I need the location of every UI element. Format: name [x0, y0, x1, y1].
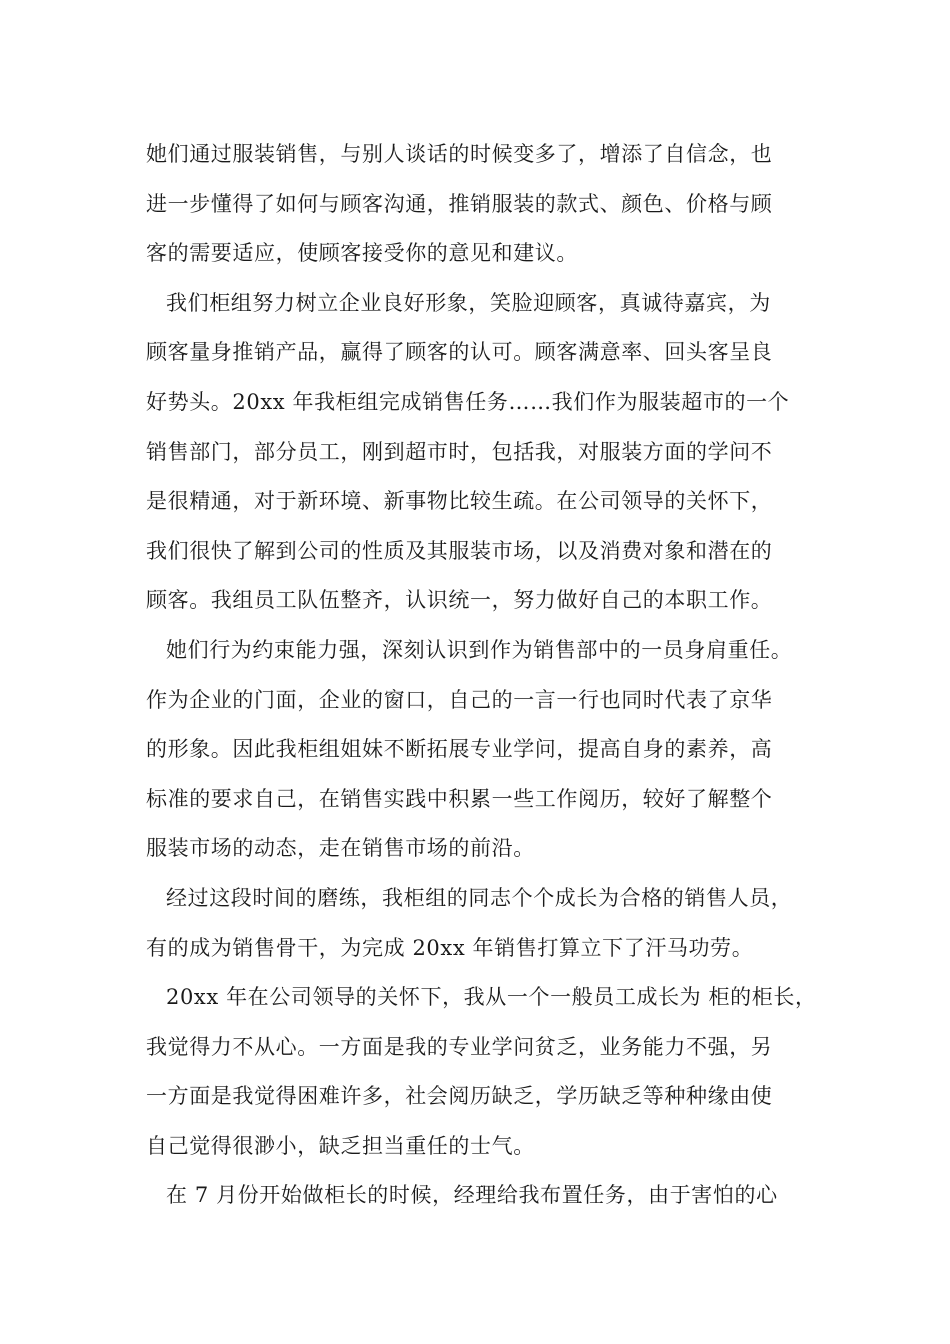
text-line: 客的需要适应，使顾客接受你的意见和建议。 [146, 241, 578, 266]
text-line: 她们行为约束能力强，深刻认识到作为销售部中的一员身肩重任。 [166, 637, 793, 662]
text-line: 20xx 年在公司领导的关怀下，我从一个一般员工成长为 柜的柜长， [166, 985, 817, 1010]
text-line: 顾客。我组员工队伍整齐，认识统一，努力做好自己的本职工作。 [146, 588, 773, 613]
text-line: 是很精通，对于新环境、新事物比较生疏。在公司领导的关怀下， [146, 489, 773, 514]
text-line: 她们通过服装销售，与别人谈话的时候变多了，增添了自信念，也 [146, 142, 773, 166]
document-body [146, 130, 826, 1221]
text-line: 我们很快了解到公司的性质及其服装市场，以及消费对象和潜在的 [146, 538, 773, 563]
text-line: 好势头。20xx 年我柜组完成销售任务……我们作为服装超市的一个 [146, 389, 790, 414]
text-line: 我们柜组努力树立企业良好形象，笑脸迎顾客，真诚待嘉宾，为 [166, 290, 771, 315]
text-line: 服装市场的动态，走在销售市场的前沿。 [146, 836, 535, 861]
text-line: 一方面是我觉得困难许多，社会阅历缺乏，学历缺乏等种种缘由使 [146, 1084, 773, 1109]
text-line: 有的成为销售骨干，为完成 20xx 年销售打算立下了汗马功劳。 [146, 935, 754, 960]
text-line: 我觉得力不从心。一方面是我的专业学问贫乏，业务能力不强，另 [146, 1034, 773, 1059]
text-line: 标准的要求自己，在销售实践中积累一些工作阅历，较好了解整个 [146, 786, 773, 811]
text-line: 在 7 月份开始做柜长的时候，经理给我布置任务，由于害怕的心 [166, 1183, 778, 1208]
text-line: 销售部门，部分员工，刚到超市时，包括我，对服装方面的学问不 [146, 439, 773, 464]
text-line: 自己觉得很渺小，缺乏担当重任的士气。 [146, 1133, 535, 1158]
text-line: 进一步懂得了如何与顾客沟通，推销服装的款式、颜色、价格与顾 [146, 191, 773, 216]
text-line: 作为企业的门面，企业的窗口，自己的一言一行也同时代表了京华 [146, 687, 773, 712]
text-line: 的形象。因此我柜组姐妹不断拓展专业学问，提高自身的素养，高 [146, 737, 773, 762]
text-line: 经过这段时间的磨练，我柜组的同志个个成长为合格的销售人员， [166, 885, 793, 910]
text-line: 顾客量身推销产品，赢得了顾客的认可。顾客满意率、回头客呈良 [146, 340, 773, 365]
